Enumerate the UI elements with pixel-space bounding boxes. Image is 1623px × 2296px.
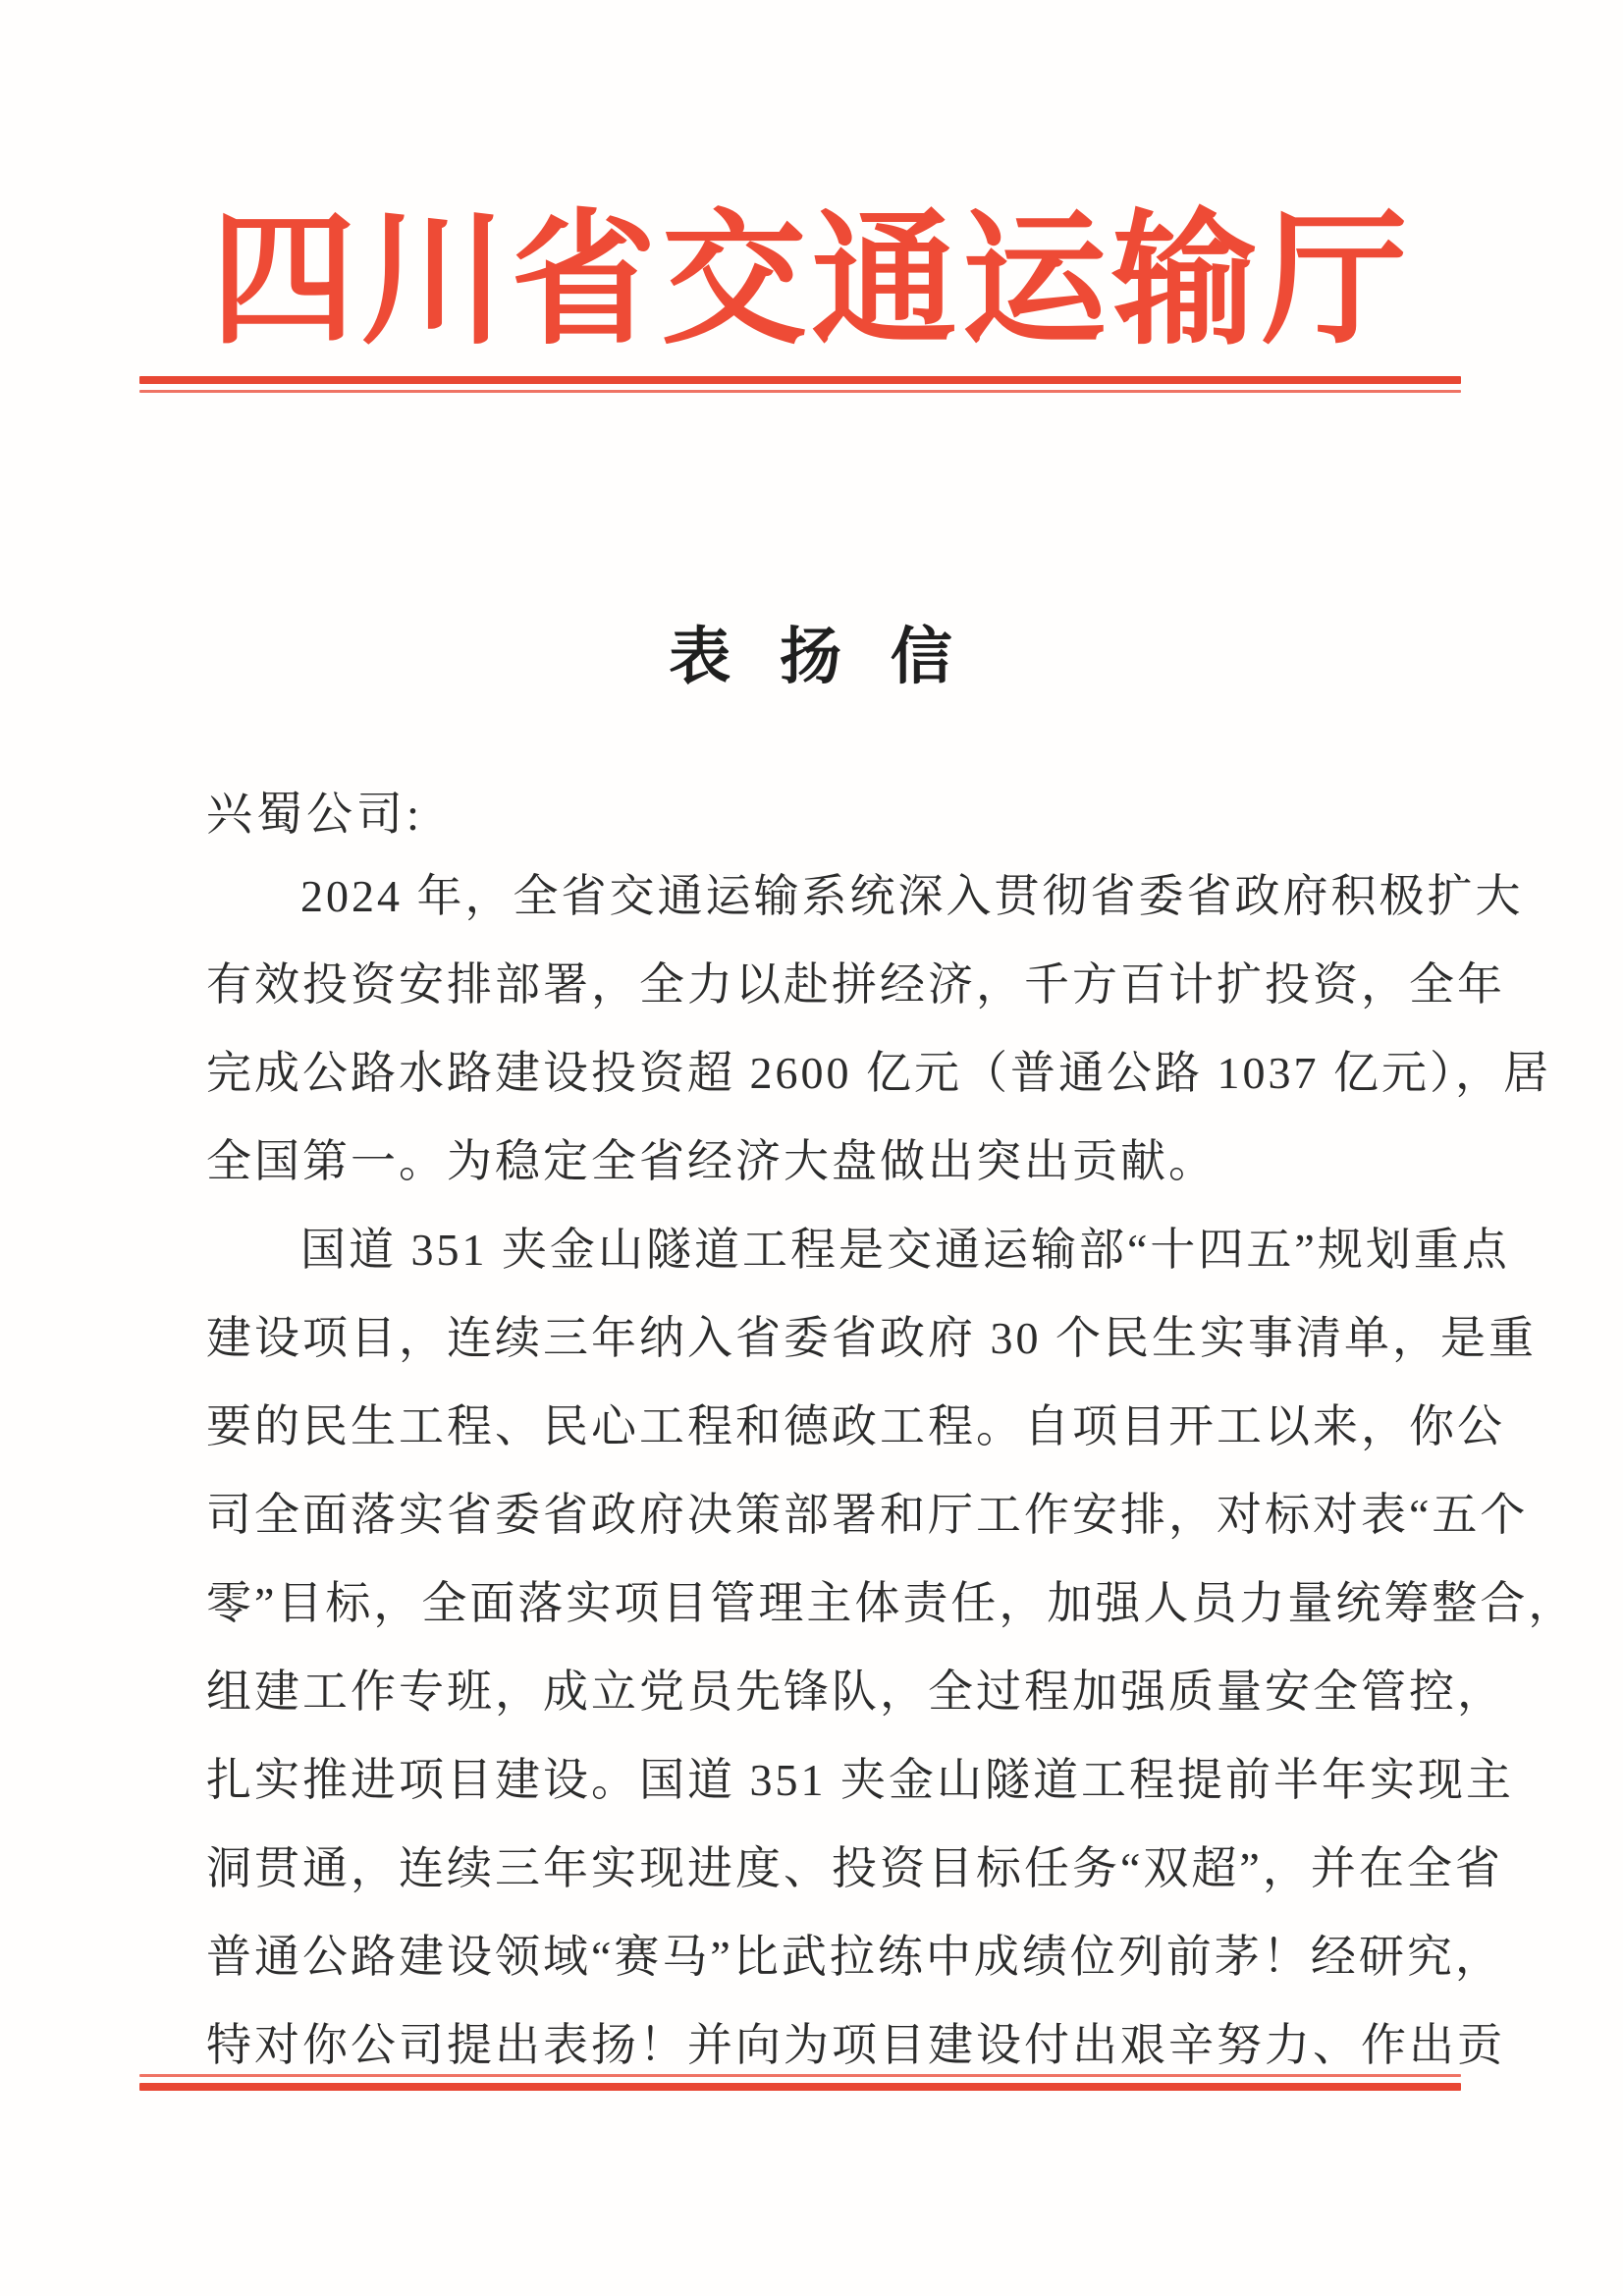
body-line: 普通公路建设领域“赛马”比武拉练中成绩位列前茅！经研究，: [206, 1932, 1503, 1982]
body-line: 建设项目，连续三年纳入省委省政府 30 个民生实事清单，是重: [206, 1313, 1537, 1363]
body-line: 国道 351 夹金山隧道工程是交通运输部“十四五”规划重点: [300, 1225, 1510, 1275]
body-line: 2024 年，全省交通运输系统深入贯彻省委省政府积极扩大: [300, 871, 1524, 921]
body-line: 扎实推进项目建设。国道 351 夹金山隧道工程提前半年实现主: [206, 1755, 1514, 1805]
letter-title: 表 扬 信: [669, 623, 954, 691]
masthead-rule-thick: [139, 376, 1461, 384]
masthead-rule-thin: [139, 390, 1461, 393]
body-line: 有效投资安排部署，全力以赴拼经济，千方百计扩投资，全年: [206, 959, 1505, 1010]
masthead-title: 四川省交通运输厅: [210, 201, 1413, 362]
body-line: 组建工作专班，成立党员先锋队，全过程加强质量安全管控，: [206, 1667, 1505, 1717]
body-line: 全国第一。为稳定全省经济大盘做出突出贡献。: [206, 1136, 1217, 1186]
salutation: 兴蜀公司:: [206, 790, 424, 841]
body-line: 要的民生工程、民心工程和德政工程。自项目开工以来，你公: [206, 1401, 1505, 1451]
body-line: 司全面落实省委省政府决策部署和厅工作安排，对标对表“五个: [206, 1490, 1529, 1540]
body-line: 特对你公司提出表扬！并向为项目建设付出艰辛努力、作出贡: [206, 2020, 1505, 2070]
footer-rule-thin: [139, 2074, 1461, 2077]
footer-rule-thick: [139, 2083, 1461, 2091]
letter-body: [206, 852, 1577, 2090]
body-line: 洞贯通，连续三年实现进度、投资目标任务“双超”，并在全省: [206, 1843, 1503, 1893]
body-line: 零”目标，全面落实项目管理主体责任，加强人员力量统筹整合，: [206, 1578, 1577, 1628]
body-line: 完成公路水路建设投资超 2600 亿元（普通公路 1037 亿元），居: [206, 1048, 1551, 1098]
